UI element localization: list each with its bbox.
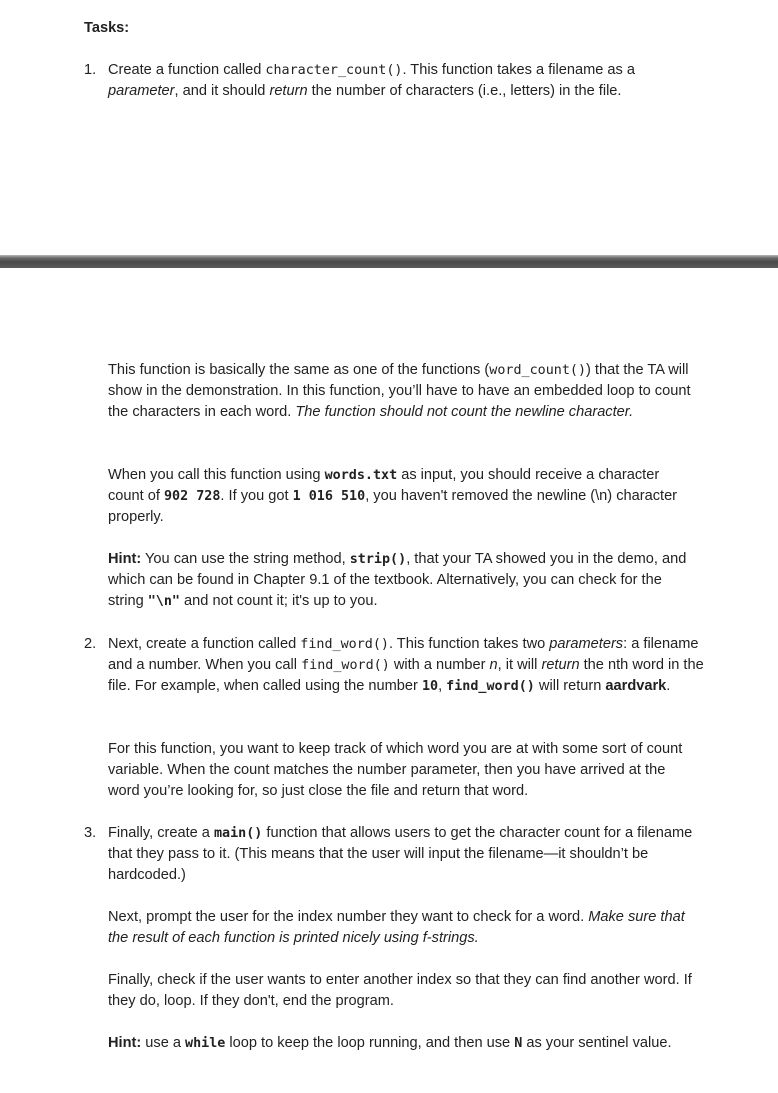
- text-run: Finally, create a: [108, 825, 214, 841]
- task-item-2: [84, 634, 704, 697]
- text-run: as your sentinel value.: [522, 1035, 672, 1051]
- text-run: loop to keep the loop running, and then use: [225, 1035, 515, 1051]
- hint-label: Hint:: [108, 1035, 142, 1051]
- task-3-prompt-note: [108, 907, 698, 949]
- text-run: use a: [141, 1035, 186, 1051]
- task-3-loop-note: Finally, check if the user wants to enter another index so that they can find another word. If they do, loop. If they don't, end the program.: [108, 972, 692, 1009]
- text-run: function that allows users to get the character count for a filename that they pass to it. (This means that the user will input the filename—it shouldn’t be hardcoded.): [108, 825, 693, 883]
- text-run: Create a function called: [108, 62, 266, 78]
- text-run: : a filename and a number. When you call: [108, 636, 699, 673]
- code-newline-string: "\n": [147, 594, 180, 609]
- task-1-text: [84, 60, 704, 102]
- code-find-word: find_word(): [301, 658, 390, 673]
- task-3-text: [84, 823, 704, 886]
- task-2-text: [84, 634, 704, 697]
- text-run: Next, create a function called: [108, 636, 301, 652]
- text-run: . This function takes a filename as a: [402, 62, 635, 78]
- emphasis-f-strings: Make sure that the result of each function is printed nicely using f-strings.: [108, 909, 685, 946]
- text-run: You can use the string method,: [141, 551, 350, 567]
- emphasis-newline-note: The function should not count the newline character.: [295, 404, 634, 420]
- text-run: When you call this function using: [108, 467, 325, 483]
- code-find-word: find_word(): [446, 679, 535, 694]
- word-aardvark: aardvark: [605, 678, 667, 694]
- text-run: Next, prompt the user for the index number they want to check for a word.: [108, 909, 589, 925]
- text-run: as input, you should receive a character count of: [108, 467, 660, 504]
- text-run: will return: [534, 678, 606, 694]
- text-run: , it will: [497, 657, 542, 673]
- text-run: with a number: [389, 657, 490, 673]
- text-run: ) that the TA will show in the demonstration. In this function, you’ll have to have an embedded loop to count the characters in each word.: [108, 362, 691, 420]
- text-run: and not count it; it's up to you.: [180, 593, 378, 609]
- text-run: the nth word in the file. For example, when called using the number: [108, 657, 704, 694]
- list-number: 1.: [84, 62, 97, 78]
- task-item-3: [84, 823, 704, 886]
- code-character-count: character_count(): [265, 63, 403, 78]
- text-run: the number of characters (i.e., letters) in the file.: [307, 83, 622, 99]
- list-number: 3.: [84, 825, 97, 841]
- text-run: ) character properly.: [108, 488, 678, 525]
- text-run: . This function takes two: [388, 636, 550, 652]
- text-run: .: [666, 678, 671, 694]
- text-run: , that your TA showed you in the demo, and which can be found in Chapter 9.1 of the textbook. Alternatively, you can check for the string: [108, 551, 687, 609]
- code-word-count: word_count(): [489, 363, 587, 378]
- code-n-sentinel: N: [514, 1036, 523, 1051]
- code-main: main(): [213, 826, 263, 841]
- newline-escape: \n: [595, 488, 608, 504]
- code-count-wrong: 1 016 510: [292, 489, 366, 504]
- task-1-explanation: [108, 360, 698, 423]
- emphasis-return: return: [541, 657, 580, 673]
- text-run: , and it should: [174, 83, 270, 99]
- text-run: ,: [438, 678, 447, 694]
- code-find-word: find_word(): [300, 637, 389, 652]
- text-run: , you haven't removed the newline (: [365, 488, 596, 504]
- emphasis-parameters: parameters: [549, 636, 624, 652]
- list-number: 2.: [84, 636, 97, 652]
- task-3-hint: [108, 1033, 698, 1054]
- code-ten: 10: [421, 679, 439, 694]
- task-item-1: [84, 60, 704, 102]
- page-divider: [0, 255, 778, 268]
- emphasis-parameter: parameter: [108, 83, 175, 99]
- text-run: This function is basically the same as one of the functions (: [108, 362, 490, 378]
- code-strip: strip(): [349, 552, 407, 567]
- emphasis-return: return: [269, 83, 308, 99]
- tasks-heading: Tasks:: [84, 20, 130, 36]
- task-1-expected-count: [108, 465, 698, 528]
- code-count-correct: 902 728: [163, 489, 221, 504]
- task-2-explanation: For this function, you want to keep track of which word you are at with some sort of count variable. When the count matches the number parameter, then you have arrived at the word you’re looking for, so just close the file and return that word.: [108, 741, 683, 799]
- task-1-hint: [108, 549, 698, 612]
- emphasis-n: n: [489, 657, 498, 673]
- code-while: while: [185, 1036, 226, 1051]
- text-run: . If you got: [220, 488, 293, 504]
- hint-label: Hint:: [108, 551, 142, 567]
- code-words-txt: words.txt: [324, 468, 398, 483]
